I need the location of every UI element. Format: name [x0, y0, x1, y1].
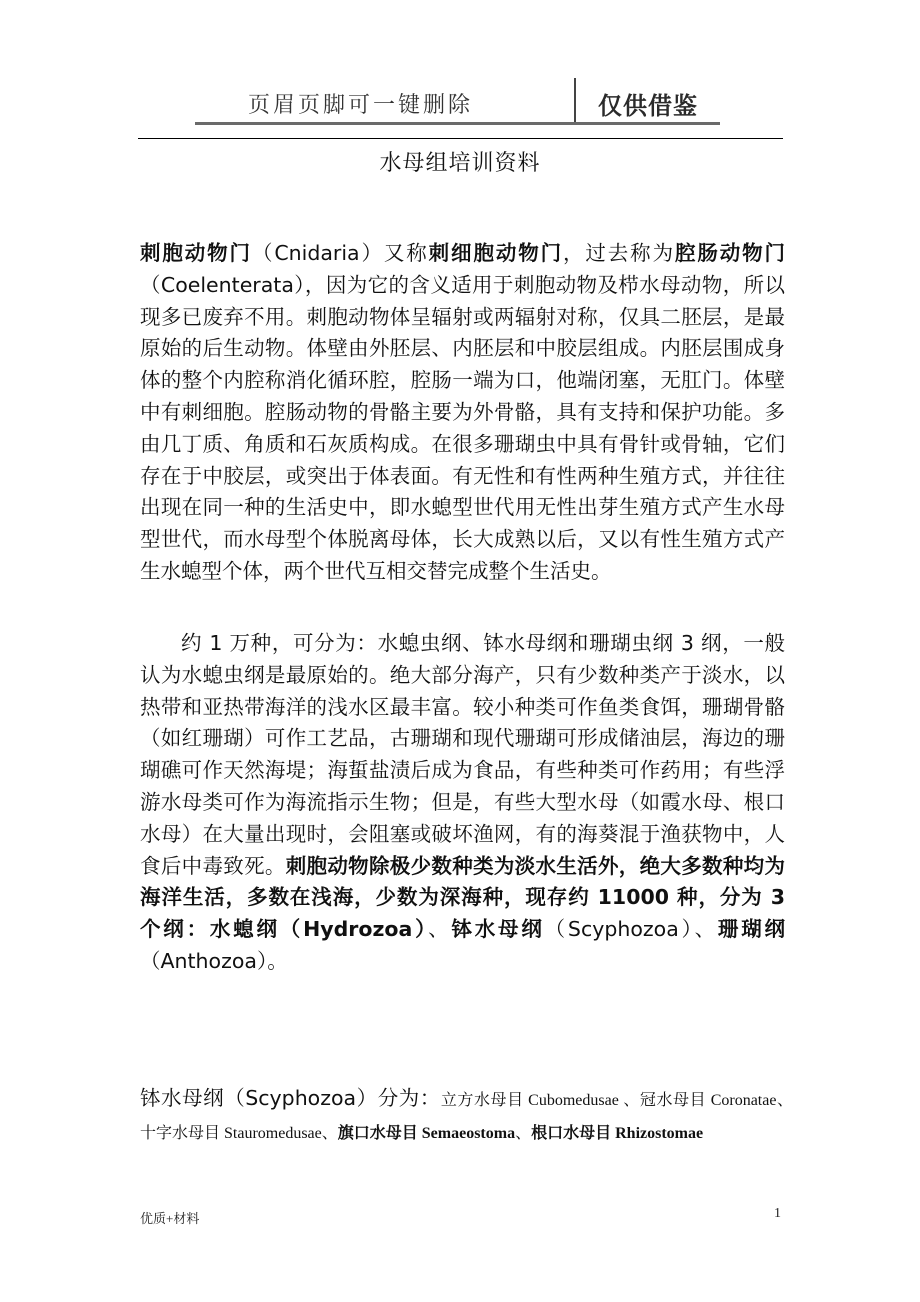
bold-summary: 刺胞动物除极少数种类为淡水生活外，绝大多数种均为海洋生活，多数在浅海，少数为深海种，现存约 11000 种，分为 3 个纲：水螅纲（Hydrozoa）: [140, 853, 786, 942]
footer-left-text: 优质+材料: [140, 1211, 200, 1226]
document-title: 水母组培训资料: [379, 151, 541, 176]
term-coelenterata: 腔肠动物门: [674, 241, 786, 265]
paragraph-3: 钵水母纲（Scyphozoa）分为：立方水母目 Cubomedusae 、冠水母目 Coronatae、 十字水母目 Stauromedusae、旗口水母目 Semaeostoma、根口水母目 Rhizostomae: [140, 1086, 802, 1142]
term-rhizostomae: 根口水母目 Rhizostomae: [531, 1125, 704, 1142]
header-rule: [138, 138, 783, 139]
header-right-text: 仅供借鉴: [598, 92, 698, 120]
header-divider: [574, 78, 576, 124]
term-scyphozoa: 钵水母纲: [451, 917, 545, 942]
header-left-text: 页眉页脚可一键删除: [248, 93, 474, 118]
term-cnidaria: 刺胞动物门: [140, 241, 252, 265]
paragraph-2: 约 1 万种，可分为：水螅虫纲、钵水母纲和珊瑚虫纲 3 纲，一般认为水螅虫纲是最原始的。绝大部分海产，只有少数种类产于淡水，以热带和亚热带海洋的浅水区最丰富。较小种类可作鱼类食饵，珊瑚骨骼（如红珊瑚）可作工艺品，古珊瑚和现代珊瑚可形成储油层，海边的珊瑚礁可作天然海堤；海蜇盐渍后成为食品，有些种类可作药用；有些浮游水母类可作为海流指示生物；但是，有些大型水母（如霞水母、根口水母）在大量出现时，会阻塞或破坏渔网，有的海葵混于渔获物中，人食后中毒致死。刺胞动物除极少数种类为淡水生活外，绝大多数种均为海洋生活，多数在浅海，少数为深海种，现存约 11000 种，分为 3 个纲：水螅纲（Hydrozoa）、钵水母纲（Scyphozoa）、珊瑚纲（Anthozoa）。: [140, 631, 786, 973]
page-number: 1: [774, 1206, 781, 1221]
paragraph-1: 刺胞动物门（Cnidaria）又称刺细胞动物门，过去称为腔肠动物门（Coelenterata），因为它的含义适用于刺胞动物及栉水母动物，所以现多已废弃不用。刺胞动物体呈辐射或两辐射对称，仅具二胚层，是最原始的后生动物。体壁由外胚层、内胚层和中胶层组成。内胚层围成身体的整个内腔称消化循环腔，腔肠一端为口，他端闭塞，无肛门。体壁中有刺细胞。腔肠动物的骨骼主要为外骨骼，具有支持和保护功能。多由几丁质、角质和石灰质构成。在很多珊瑚虫中具有骨针或骨轴，它们存在于中胶层，或突出于体表面。有无性和有性两种生殖方式，并往往出现在同一种的生活史中，即水螅型世代用无性出芽生殖方式产生水母型世代，而水母型个体脱离母体，长大成熟以后，又以有性生殖方式产生水螅型个体，两个世代互相交替完成整个生活史。: [140, 241, 786, 583]
term-cnidocyte-phylum: 刺细胞动物门: [428, 241, 564, 265]
term-semaeostoma: 旗口水母目 Semaeostoma: [337, 1125, 516, 1142]
term-anthozoa: 珊瑚纲: [717, 917, 785, 942]
header-underline: [195, 122, 720, 125]
